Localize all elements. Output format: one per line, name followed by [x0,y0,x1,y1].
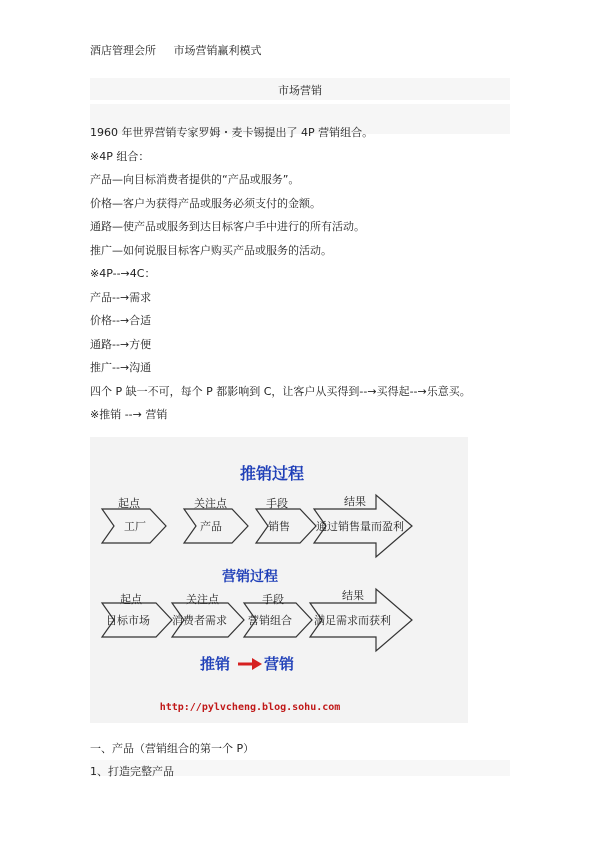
body-text [90,126,520,432]
marketing-step-1-bottom: 目标市场 [106,614,150,627]
push-vs-marketing-diagram [90,437,468,723]
red-arrow [238,658,262,670]
marketing-step-2-bottom: 消费者需求 [172,614,227,627]
push-step-2-top: 关注点 [194,497,227,510]
marketing-step-1-top: 起点 [120,593,142,606]
paragraph: 1960 年世界营销专家罗姆・麦卡锡提出了 4P 营销组合。 [90,126,374,139]
header-org: 酒店管理会所 [90,44,156,57]
paragraph: 推广--→沟通 [90,361,152,374]
paragraph: 产品—向目标消费者提供的“产品或服务”。 [90,173,300,186]
paragraph: 四个 P 缺一不可，每个 P 都影响到 C，让客户从买得到--→买得起--→乐意买。 [90,384,471,398]
marketing-step-2-top: 关注点 [186,593,219,606]
marketing-step-labels [106,588,391,627]
push-step-3-top: 手段 [266,497,288,510]
section-heading: 一、产品（营销组合的第一个 P） [90,742,255,755]
paragraph: 价格—客户为获得产品或服务必须支付的金额。 [90,196,321,210]
marketing-label: 营销 [264,655,295,673]
push-label: 推销 [200,655,231,673]
push-step-3-bottom: 销售 [268,520,290,533]
sub-heading: 1、打造完整产品 [90,765,174,778]
paragraph: 价格--→合适 [90,314,152,327]
push-step-1-top: 起点 [118,497,140,510]
paragraph: ※4P 组合： [90,149,150,163]
push-step-2-bottom: 产品 [200,520,222,533]
push-step-4-bottom: 通过销售量而盈利 [316,520,404,533]
bottom-text [90,742,520,788]
paragraph: 通路—使产品或服务到达目标客户手中进行的所有活动。 [90,220,365,233]
push-title: 推销过程 [240,464,305,483]
section-title: 市场营销 [278,84,322,97]
blog-url: http://pylvcheng.blog.sohu.com [159,702,341,713]
push-step-4-top: 结果 [344,495,366,508]
paragraph: ※4P--→4C： [90,267,156,280]
marketing-step-3-top: 手段 [262,593,284,606]
push-step-1-bottom: 工厂 [124,520,146,533]
push-step-labels [118,494,404,533]
marketing-step-3-bottom: 营销组合 [248,614,292,627]
marketing-title: 营销过程 [222,569,278,585]
marketing-step-4-top: 结果 [342,589,364,602]
paragraph: ※推销 --→ 营销 [90,408,168,421]
page-header [90,42,262,58]
marketing-step-4-bottom: 满足需求而获利 [314,614,391,627]
header-doc-title: 市场营销赢利模式 [173,44,262,57]
paragraph: 推广—如何说服目标客户购买产品或服务的活动。 [90,243,332,257]
diagram-svg [90,437,468,723]
paragraph: 产品--→需求 [90,290,152,304]
paragraph: 通路--→方便 [90,337,152,351]
